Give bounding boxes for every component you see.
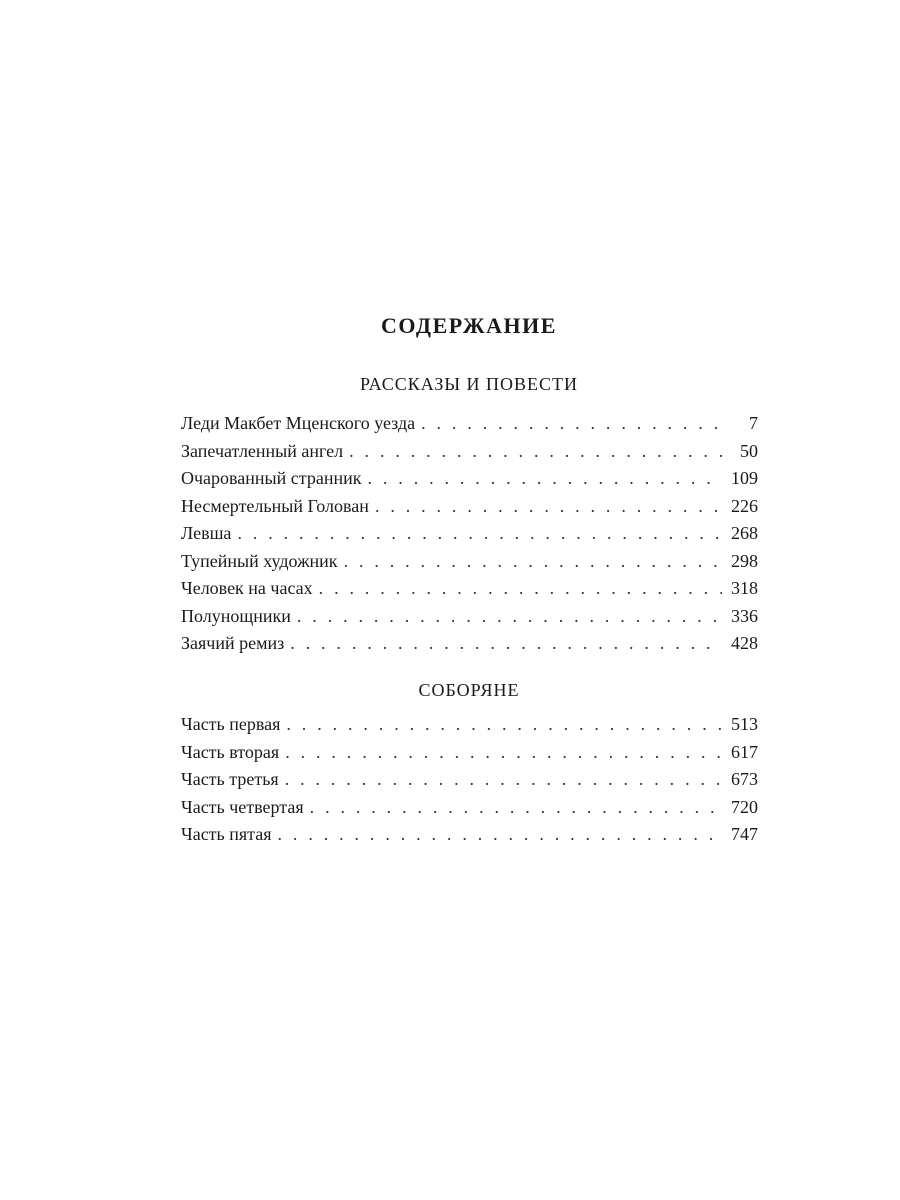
toc-entry-page: 298 bbox=[731, 550, 758, 571]
section-heading-soboryane: СОБОРЯНЕ bbox=[418, 680, 520, 700]
toc-entry[interactable] bbox=[181, 465, 758, 493]
toc-entry-title: Часть третья bbox=[181, 769, 279, 789]
toc-leader-dots bbox=[349, 438, 722, 466]
toc-entry[interactable] bbox=[181, 410, 758, 438]
toc-entry[interactable] bbox=[181, 438, 758, 466]
toc-entry-title: Тупейный художник bbox=[181, 550, 338, 571]
toc-entry-page: 673 bbox=[731, 769, 758, 789]
toc-entry-title: Леди Макбет Мценского уезда bbox=[181, 413, 416, 433]
toc-entry-page: 50 bbox=[740, 440, 758, 461]
toc-entry-page: 720 bbox=[731, 796, 758, 817]
section-heading-stories: РАССКАЗЫ И ПОВЕСТИ bbox=[359, 374, 579, 394]
toc-entry-title: Очарованный странник bbox=[181, 468, 362, 488]
toc-leader-dots bbox=[375, 493, 722, 521]
toc-entry-title: Часть вторая bbox=[181, 741, 280, 762]
toc-entry[interactable] bbox=[181, 575, 758, 603]
toc-leader-dots bbox=[285, 766, 722, 794]
toc-leader-dots bbox=[237, 520, 722, 548]
toc-entry[interactable] bbox=[181, 739, 758, 767]
toc-entry-page: 336 bbox=[731, 605, 758, 626]
toc-leader-dots bbox=[297, 603, 722, 631]
toc-entry[interactable] bbox=[181, 766, 758, 794]
toc-leader-dots bbox=[310, 794, 722, 822]
toc-list-soboryane bbox=[181, 711, 758, 849]
toc-leader-dots bbox=[290, 630, 722, 658]
toc-entry[interactable] bbox=[181, 603, 758, 631]
toc-leader-dots bbox=[368, 465, 723, 493]
toc-entry[interactable] bbox=[181, 493, 758, 521]
toc-entry-page: 7 bbox=[749, 413, 758, 433]
toc-leader-dots bbox=[286, 711, 722, 739]
toc-entry[interactable] bbox=[181, 821, 758, 849]
toc-list-stories bbox=[181, 410, 758, 658]
toc-entry[interactable] bbox=[181, 630, 758, 658]
toc-entry[interactable] bbox=[181, 548, 758, 576]
page-title: СОДЕРЖАНИЕ bbox=[381, 313, 557, 338]
toc-entry[interactable] bbox=[181, 711, 758, 739]
toc-entry-page: 226 bbox=[731, 495, 758, 516]
toc-entry-title: Полунощники bbox=[181, 605, 291, 626]
toc-entry-page: 617 bbox=[731, 741, 758, 762]
toc-entry-page: 268 bbox=[731, 523, 758, 543]
toc-entry-title: Часть четвертая bbox=[181, 796, 304, 817]
toc-entry-title: Левша bbox=[181, 523, 232, 543]
toc-entry-title: Человек на часах bbox=[181, 578, 313, 598]
toc-entry[interactable] bbox=[181, 794, 758, 822]
toc-leader-dots bbox=[285, 739, 722, 767]
toc-entry-title: Несмертельный Голован bbox=[181, 495, 369, 516]
toc-leader-dots bbox=[278, 821, 722, 849]
toc-entry-title: Заячий ремиз bbox=[181, 633, 285, 653]
toc-leader-dots bbox=[344, 548, 722, 576]
toc-leader-dots bbox=[319, 575, 722, 603]
toc-entry-title: Запечатленный ангел bbox=[181, 440, 344, 461]
toc-entry-page: 747 bbox=[731, 824, 758, 844]
toc-entry-page: 318 bbox=[731, 578, 758, 598]
toc-entry-page: 513 bbox=[731, 714, 758, 734]
toc-entry-title: Часть пятая bbox=[181, 824, 272, 844]
toc-entry-page: 428 bbox=[731, 633, 758, 653]
toc-entry[interactable] bbox=[181, 520, 758, 548]
toc-leader-dots bbox=[421, 410, 722, 438]
toc-entry-title: Часть первая bbox=[181, 714, 281, 734]
toc-entry-page: 109 bbox=[731, 468, 758, 488]
